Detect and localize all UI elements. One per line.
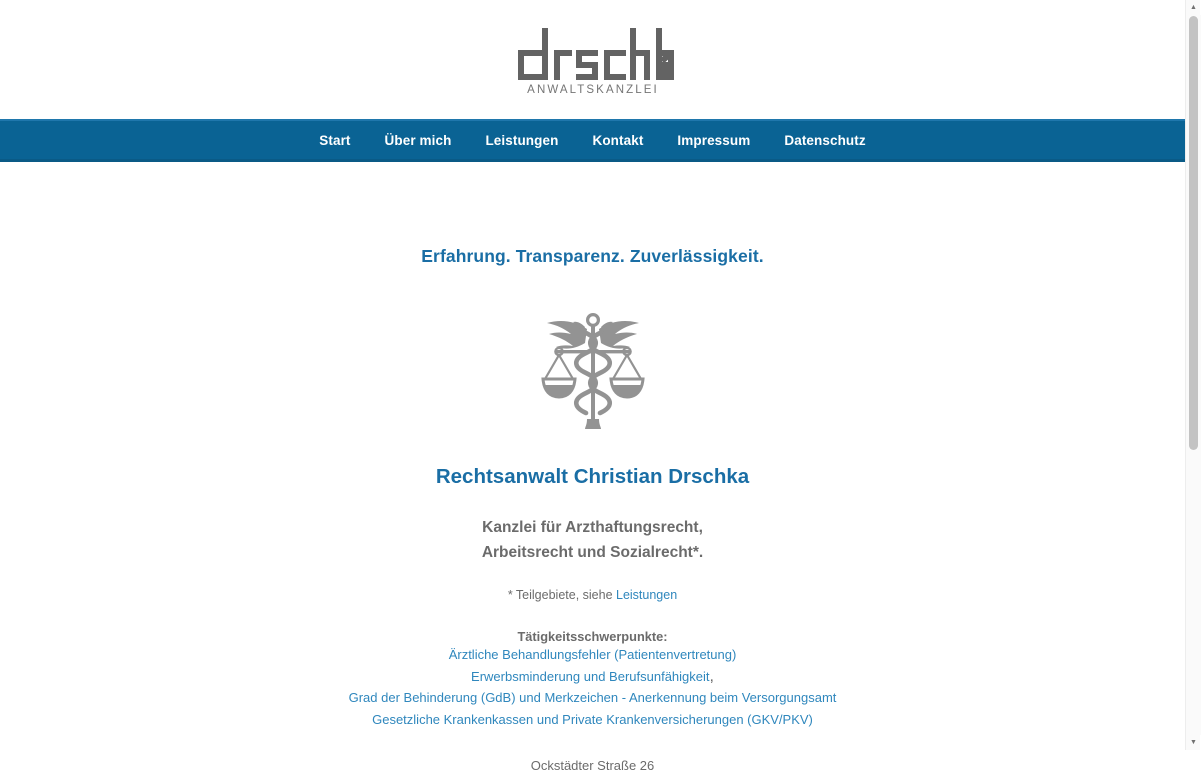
main-content (0, 162, 1185, 773)
caduceus-scales-of-justice-icon (541, 307, 645, 431)
nav-item-start[interactable]: Start (319, 132, 351, 148)
focus-item-grad-der-behinderung[interactable]: Grad der Behinderung (GdB) und Merkzeichen - Anerkennung beim Versorgungsamt (348, 690, 837, 705)
focus-list (0, 644, 1185, 730)
focus-item-krankenkassen[interactable]: Gesetzliche Krankenkassen und Private Krankenversicherungen (GKV/PKV) (372, 711, 813, 727)
list-item (0, 666, 1185, 688)
list-item (0, 687, 1185, 709)
main-navigation (0, 121, 1185, 162)
page-title: Rechtsanwalt Christian Drschka (435, 465, 750, 488)
focus-item-trailing: , (709, 667, 714, 685)
scroll-up-arrow-icon[interactable]: ▲ (1190, 4, 1197, 11)
focus-item-behandlungsfehler[interactable]: Ärztliche Behandlungsfehler (Patientenvertretung) (448, 647, 737, 662)
scroll-down-arrow-icon[interactable]: ▼ (1190, 739, 1197, 746)
focus-heading: Tätigkeitsschwerpunkte: (517, 629, 668, 644)
footnote (0, 588, 1185, 602)
practice-areas (0, 515, 1185, 565)
footnote-text: * Teilgebiete, siehe (507, 588, 616, 602)
nav-item-kontakt[interactable]: Kontakt (592, 132, 644, 148)
footnote-leistungen-link[interactable]: Leistungen (616, 588, 678, 602)
practice-line-1: Kanzlei für Arzthaftungsrecht, (482, 519, 703, 536)
nav-item-impressum[interactable]: Impressum (677, 132, 751, 148)
tagline: Erfahrung. Transparenz. Zuverlässigkeit. (421, 246, 764, 266)
nav-item-leistungen[interactable]: Leistungen (485, 132, 559, 148)
list-item (0, 709, 1185, 731)
practice-line-2: Arbeitsrecht und Sozialrecht*. (481, 544, 704, 561)
nav-item-datenschutz[interactable]: Datenschutz (784, 132, 866, 148)
scrollbar-thumb[interactable] (1189, 16, 1198, 450)
site-header (0, 0, 1185, 121)
site-logo[interactable] (508, 24, 678, 96)
drschka-wordmark-logo (512, 24, 674, 96)
focus-item-erwerbsminderung[interactable]: Erwerbsminderung und Berufsunfähigkeit (471, 668, 710, 684)
logo-subtitle-text: ANWALTSKANZLEI (526, 83, 659, 96)
page-scrollbar[interactable] (1185, 0, 1200, 750)
nav-list (302, 127, 882, 154)
list-item (0, 644, 1185, 666)
address-line: Ockstädter Straße 26 (530, 758, 655, 773)
nav-item-ueber-mich[interactable]: Über mich (384, 132, 452, 148)
